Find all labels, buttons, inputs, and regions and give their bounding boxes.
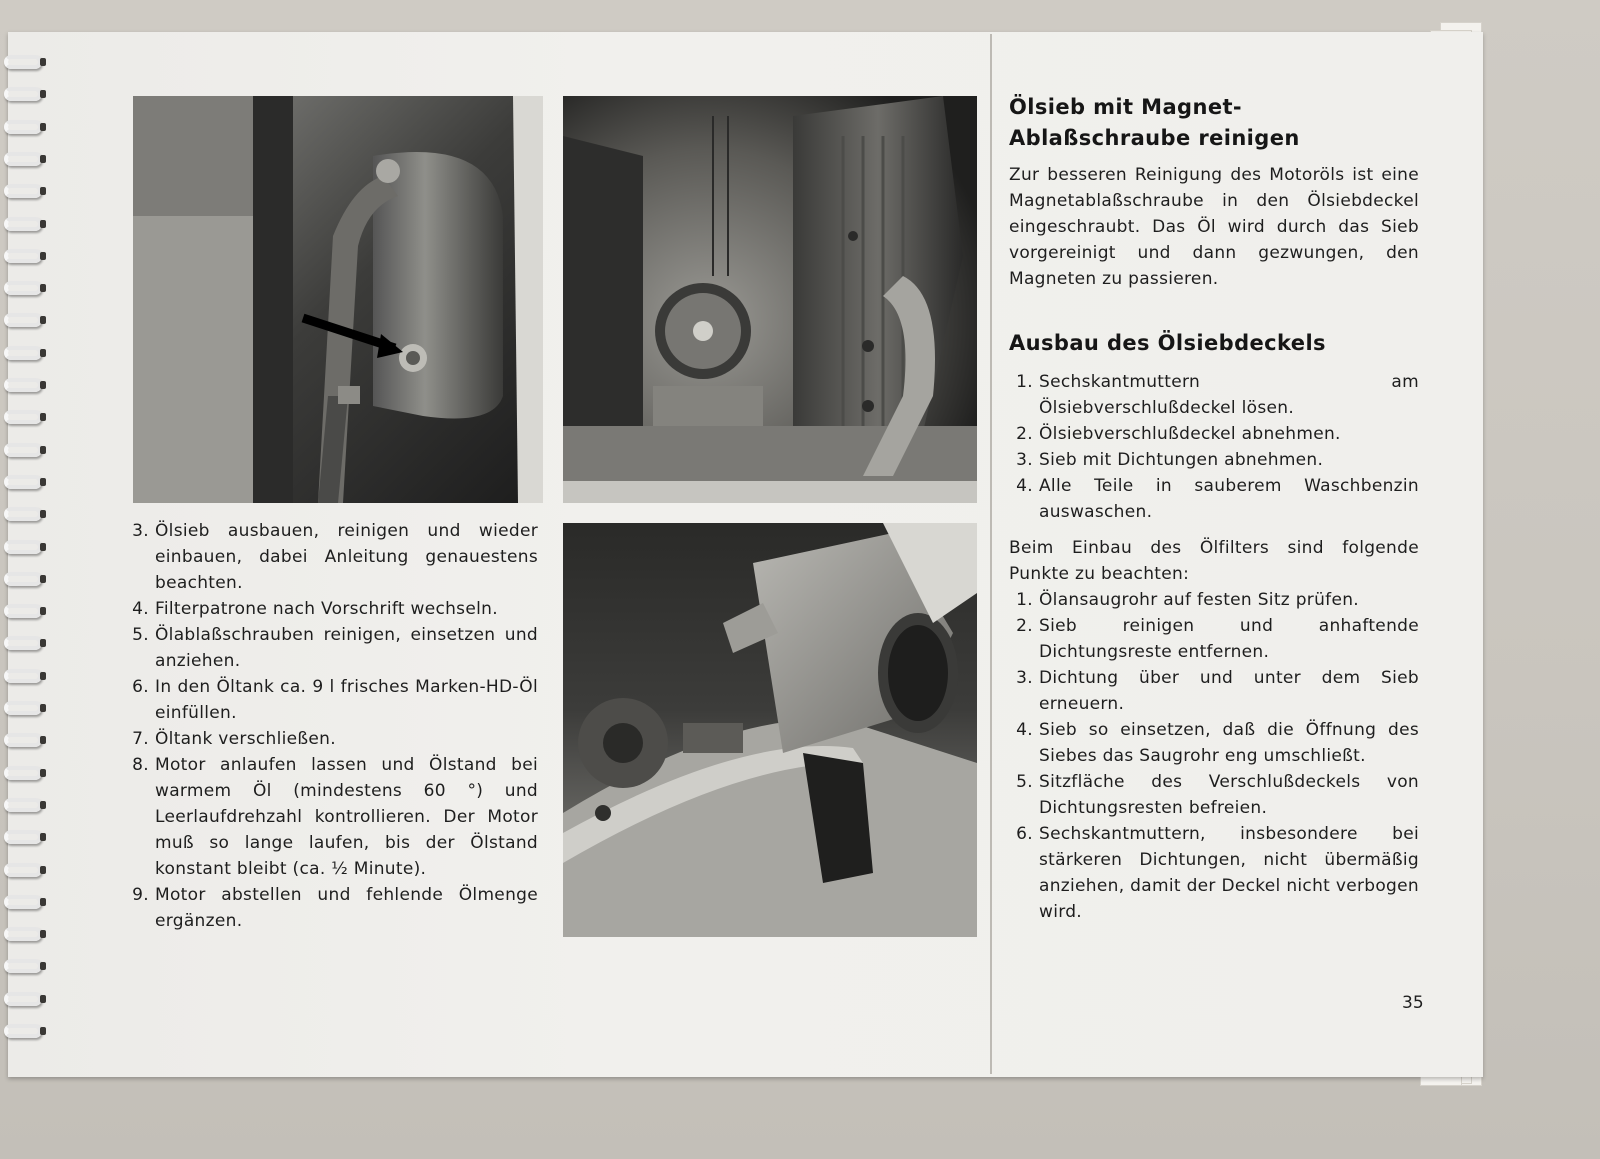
punch-hole xyxy=(40,187,46,195)
spiral-coil xyxy=(4,959,42,973)
punch-hole xyxy=(40,349,46,357)
list-item xyxy=(1009,665,1419,717)
list-item-text: Ölablaßschrauben reinigen, einsetzen und anziehen. xyxy=(155,625,538,671)
list-item-text: Sitzfläche des Verschlußdeckels von Dichtungsresten befreien. xyxy=(1039,772,1419,818)
list-item-text: Motor anlaufen lassen und Ölstand bei warmem Öl (mindestens 60 °) und Leerlaufdrehzahl kontrollieren. Der Motor muß so lange laufen, bis der Ölstand konstant bleibt (ca. ½ Minute). xyxy=(155,755,538,879)
list-item-text: Öltank verschließen. xyxy=(155,729,336,749)
list-item-number: 3. xyxy=(1016,450,1033,470)
spiral-coil xyxy=(4,443,42,457)
punch-hole xyxy=(40,769,46,777)
list-item-text: Sieb so einsetzen, daß die Öffnung des Siebes das Saugrohr eng umschließt. xyxy=(1039,720,1419,766)
punch-hole xyxy=(40,736,46,744)
list-item-number: 3. xyxy=(132,521,149,541)
punch-hole xyxy=(40,543,46,551)
heading-oil-strainer: Ölsieb mit Magnet-Ablaßschraube reinigen xyxy=(1009,95,1300,150)
list-item-number: 4. xyxy=(1016,720,1033,740)
list-item-number: 9. xyxy=(132,885,149,905)
punch-hole xyxy=(40,930,46,938)
spiral-coil xyxy=(4,507,42,521)
list-item-number: 2. xyxy=(1016,616,1033,636)
punch-hole xyxy=(40,58,46,66)
removal-steps-list xyxy=(1009,369,1419,525)
list-item xyxy=(1009,613,1419,665)
punch-hole xyxy=(40,801,46,809)
spiral-coil xyxy=(4,927,42,941)
punch-hole xyxy=(40,220,46,228)
punch-hole xyxy=(40,155,46,163)
intro-paragraph: Zur besseren Reinigung des Motoröls ist eine Magnetablaßschraube in den Ölsiebdeckel eingeschraubt. Das Öl wird durch das Sieb vorgereinigt und dann gezwungen, den Magneten zu passieren. xyxy=(1009,165,1419,289)
list-item-number: 6. xyxy=(1016,824,1033,844)
list-item xyxy=(125,882,538,934)
spiral-coil xyxy=(4,378,42,392)
spiral-coil xyxy=(4,895,42,909)
spiral-coil xyxy=(4,636,42,650)
punch-hole xyxy=(40,607,46,615)
punch-hole xyxy=(40,478,46,486)
list-item-text: Ölansaugrohr auf festen Sitz prüfen. xyxy=(1039,590,1359,610)
photo-oil-filling xyxy=(563,523,977,937)
list-item xyxy=(1009,717,1419,769)
punch-hole xyxy=(40,284,46,292)
spiral-coil xyxy=(4,604,42,618)
spiral-coil xyxy=(4,55,42,69)
punch-hole xyxy=(40,866,46,874)
spiral-binding xyxy=(0,55,52,1055)
spiral-coil xyxy=(4,475,42,489)
punch-hole xyxy=(40,123,46,131)
list-item-text: Sieb reinigen und anhaftende Dichtungsreste entfernen. xyxy=(1039,616,1419,662)
spiral-coil xyxy=(4,152,42,166)
spiral-coil xyxy=(4,830,42,844)
list-item-text: Sechskantmuttern, insbesondere bei stärkeren Dichtungen, nicht übermäßig anziehen, damit der Deckel nicht verbogen wird. xyxy=(1039,824,1419,922)
spiral-coil xyxy=(4,410,42,424)
list-item xyxy=(125,674,538,726)
spiral-coil xyxy=(4,249,42,263)
spiral-coil xyxy=(4,701,42,715)
list-item-number: 6. xyxy=(132,677,149,697)
list-item-number: 5. xyxy=(132,625,149,645)
punch-hole xyxy=(40,704,46,712)
list-item-text: Dichtung über und unter dem Sieb erneuern. xyxy=(1039,668,1419,714)
list-item xyxy=(1009,769,1419,821)
punch-hole xyxy=(40,90,46,98)
list-item-number: 1. xyxy=(1016,372,1033,392)
list-item-number: 8. xyxy=(132,755,149,775)
punch-hole xyxy=(40,446,46,454)
spiral-coil xyxy=(4,798,42,812)
list-item-text: Motor abstellen und fehlende Ölmenge ergänzen. xyxy=(155,885,538,931)
page-number: 35 xyxy=(1402,993,1424,1013)
list-item xyxy=(1009,369,1419,421)
list-item-text: Sechskantmuttern am Ölsiebverschlußdeckel lösen. xyxy=(1039,372,1419,418)
list-item-text: Sieb mit Dichtungen abnehmen. xyxy=(1039,450,1324,470)
install-steps-list xyxy=(1009,587,1419,925)
spiral-coil xyxy=(4,281,42,295)
list-item xyxy=(1009,821,1419,925)
left-steps-list xyxy=(125,518,538,934)
list-item-number: 1. xyxy=(1016,590,1033,610)
punch-hole xyxy=(40,381,46,389)
list-item xyxy=(125,518,538,596)
punch-hole xyxy=(40,833,46,841)
punch-hole xyxy=(40,413,46,421)
list-item xyxy=(125,726,538,752)
list-item-text: Filterpatrone nach Vorschrift wechseln. xyxy=(155,599,498,619)
list-item xyxy=(125,596,538,622)
page-divider xyxy=(990,34,992,1074)
punch-hole xyxy=(40,575,46,583)
punch-hole xyxy=(40,962,46,970)
spiral-coil xyxy=(4,540,42,554)
list-item-text: Ölsieb ausbauen, reinigen und wieder einbauen, dabei Anleitung genauestens beachten. xyxy=(155,521,538,593)
photo-engine-underside xyxy=(563,96,977,503)
punch-hole xyxy=(40,1027,46,1035)
list-item xyxy=(1009,421,1419,447)
list-item-number: 7. xyxy=(132,729,149,749)
spiral-coil xyxy=(4,313,42,327)
spiral-coil xyxy=(4,87,42,101)
punch-hole xyxy=(40,672,46,680)
spiral-coil xyxy=(4,863,42,877)
spiral-coil xyxy=(4,572,42,586)
install-intro: Beim Einbau des Ölfilters sind folgende Punkte zu beachten: xyxy=(1009,538,1419,584)
punch-hole xyxy=(40,898,46,906)
punch-hole xyxy=(40,252,46,260)
list-item-number: 3. xyxy=(1016,668,1033,688)
spiral-coil xyxy=(4,669,42,683)
list-item xyxy=(125,752,538,882)
punch-hole xyxy=(40,316,46,324)
list-item-text: Alle Teile in sauberem Waschbenzin auswaschen. xyxy=(1039,476,1419,522)
list-item xyxy=(1009,447,1419,473)
spiral-coil xyxy=(4,766,42,780)
punch-hole xyxy=(40,510,46,518)
list-item-number: 2. xyxy=(1016,424,1033,444)
photo-oil-tank xyxy=(133,96,543,503)
punch-hole xyxy=(40,995,46,1003)
spiral-coil xyxy=(4,992,42,1006)
heading-removal: Ausbau des Ölsiebdeckels xyxy=(1009,331,1326,355)
list-item-text: In den Öltank ca. 9 l frisches Marken-HD-Öl einfüllen. xyxy=(155,677,538,723)
right-column xyxy=(1009,92,1419,925)
list-item-text: Ölsiebverschlußdeckel abnehmen. xyxy=(1039,424,1341,444)
spiral-coil xyxy=(4,217,42,231)
spiral-coil xyxy=(4,120,42,134)
list-item-number: 4. xyxy=(1016,476,1033,496)
spiral-coil xyxy=(4,1024,42,1038)
spiral-coil xyxy=(4,733,42,747)
punch-hole xyxy=(40,639,46,647)
spiral-coil xyxy=(4,346,42,360)
list-item-number: 4. xyxy=(132,599,149,619)
list-item xyxy=(1009,587,1419,613)
spiral-coil xyxy=(4,184,42,198)
list-item-number: 5. xyxy=(1016,772,1033,792)
list-item xyxy=(1009,473,1419,525)
list-item xyxy=(125,622,538,674)
